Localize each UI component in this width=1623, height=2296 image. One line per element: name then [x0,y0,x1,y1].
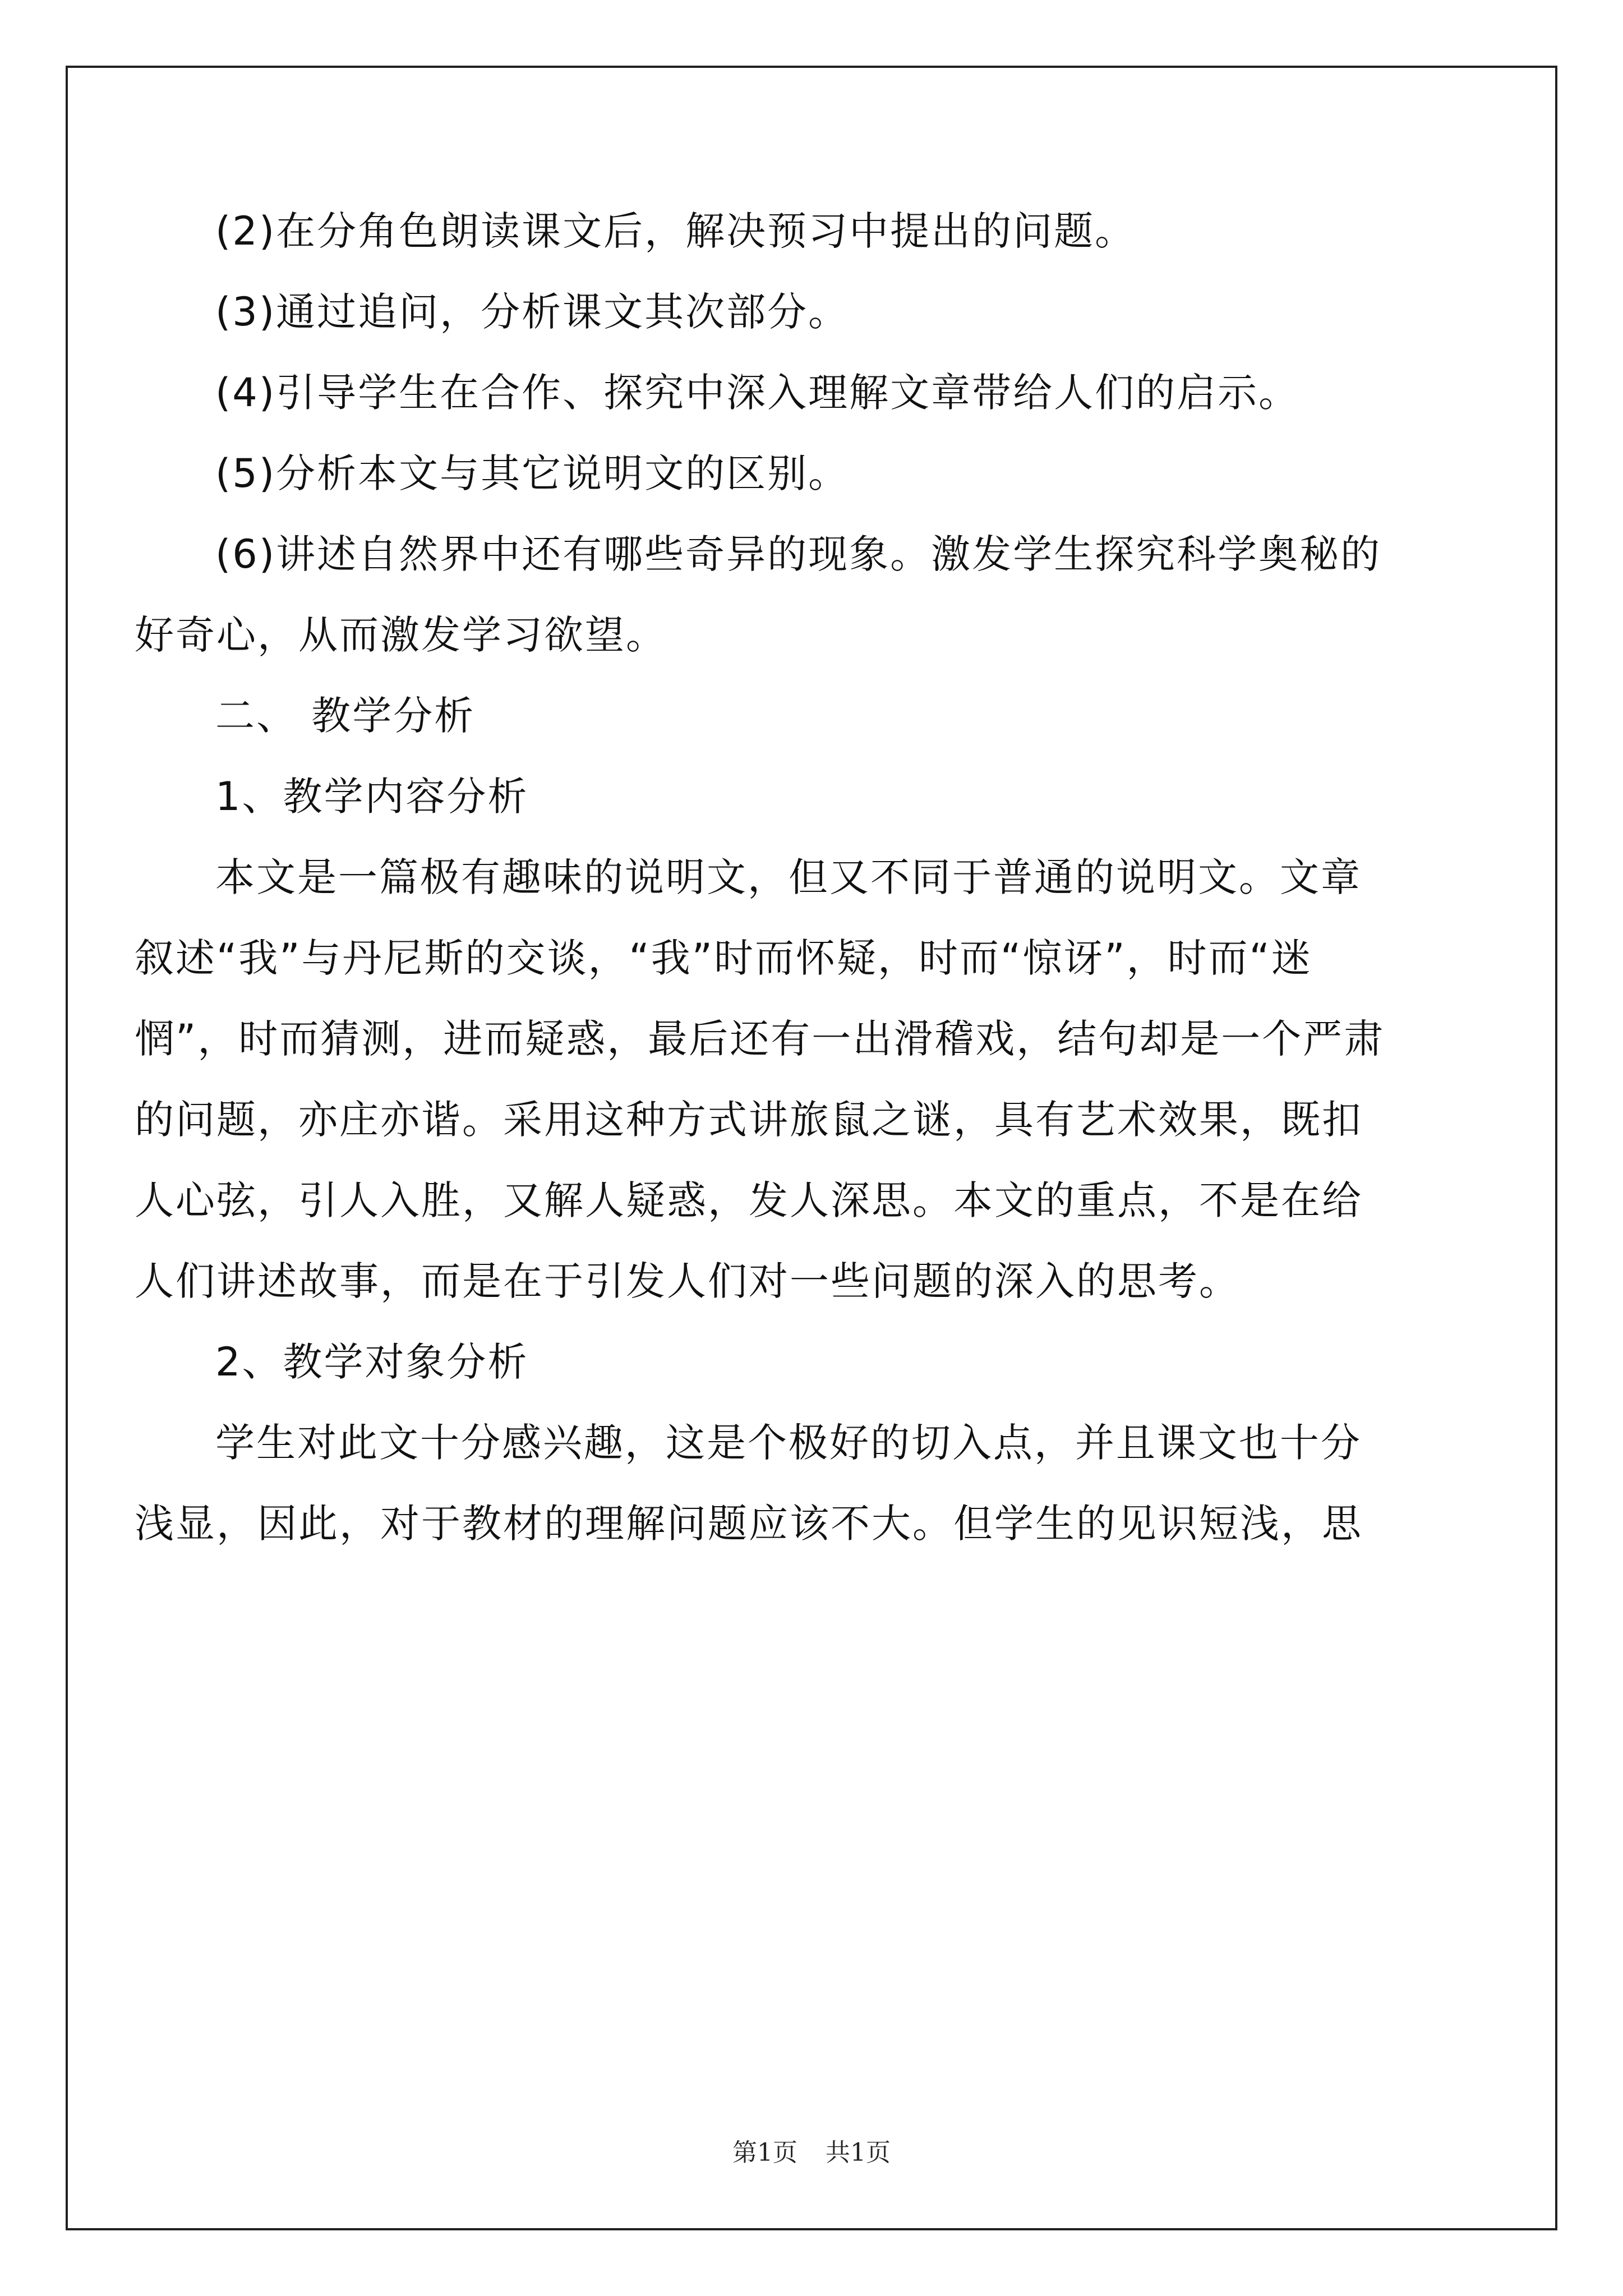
page-footer [0,2136,1623,2170]
text-line: 学生对此文十分感兴趣，这是个极好的切入点，并且课文也十分 [215,1420,1362,1466]
text-line: (2)在分角色朗读课文后，解决预习中提出的问题。 [215,208,1136,254]
text-line: (4)引导学生在合作、探究中深入理解文章带给人们的启示。 [215,370,1300,416]
subsection-heading: 2、教学对象分析 [215,1339,529,1385]
text-line: 浅显，因此，对于教材的理解问题应该不大。但学生的见识短浅，思 [135,1501,1363,1547]
text-line: 的问题，亦庄亦谐。采用这种方式讲旅鼠之谜，具有艺术效果，既扣 [135,1097,1363,1143]
page-number: 第1页 [732,2138,797,2167]
text-line: (5)分析本文与其它说明文的区别。 [215,450,850,496]
text-line: (3)通过追问，分析课文其次部分。 [215,289,850,335]
text-line: 惘”，时而猜测，进而疑惑，最后还有一出滑稽戏，结句却是一个严肃 [135,1016,1385,1062]
page-total: 共1页 [826,2138,891,2167]
text-line: 本文是一篇极有趣味的说明文，但又不同于普通的说明文。文章 [215,854,1362,900]
text-line: 人心弦，引人入胜，又解人疑惑，发人深思。本文的重点，不是在给 [135,1177,1363,1223]
subsection-heading: 1、教学内容分析 [215,774,529,820]
text-line: (6)讲述自然界中还有哪些奇异的现象。激发学生探究科学奥秘的 [215,531,1382,577]
text-line: 叙述“我”与丹尼斯的交谈，“我”时而怀疑，时而“惊讶”，时而“迷 [135,935,1312,981]
text-line: 人们讲述故事，而是在于引发人们对一些问题的深入的思考。 [135,1258,1240,1304]
document-body [135,191,1441,1564]
section-heading: 二、 教学分析 [215,693,476,739]
text-line: 好奇心，从而激发学习欲望。 [135,612,667,658]
